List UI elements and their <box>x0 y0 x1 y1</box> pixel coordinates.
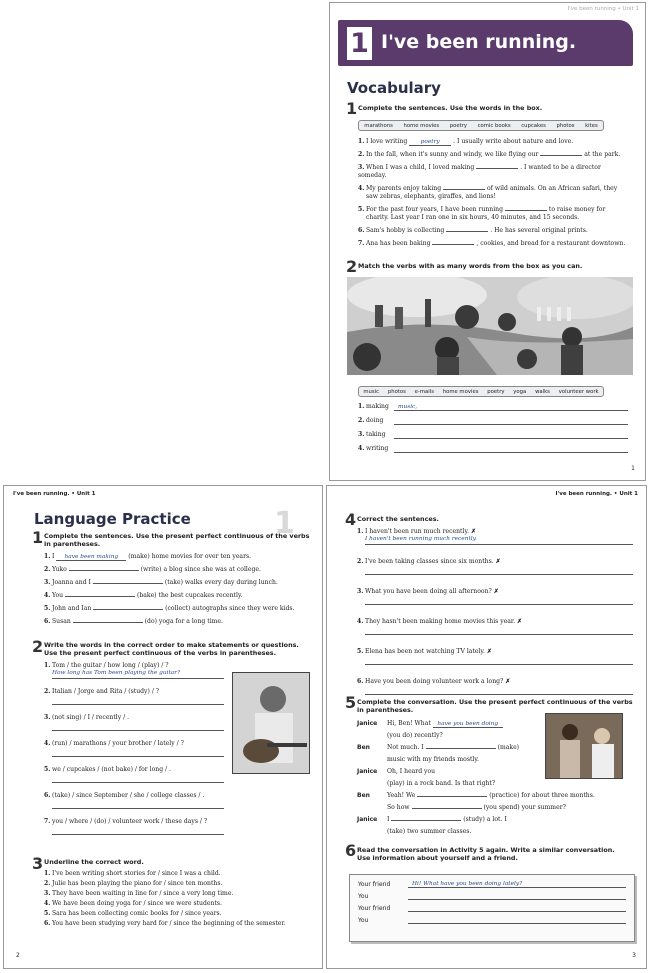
sentence-item <box>44 592 314 600</box>
item-number: 5. <box>44 605 51 612</box>
running-header: I've been running. • Unit 1 <box>13 491 96 497</box>
answer-blank[interactable] <box>412 808 482 809</box>
underline-item <box>44 890 322 898</box>
answer-blank[interactable] <box>93 609 163 610</box>
item-number: 5. <box>44 910 51 917</box>
workbook-page-1 <box>329 2 646 481</box>
item-number: 1. <box>358 403 365 410</box>
speaker-name: Your friend <box>358 905 391 912</box>
sentence-continuation: charity. Last year I ran one in six hours, 40 minutes, and 15 seconds. <box>366 214 580 221</box>
reorder-item <box>44 740 224 757</box>
sentence-item <box>44 566 314 574</box>
sentence-text: I've been writing short stories for / since I was a child. <box>52 870 221 877</box>
exercise-number: 1 <box>32 528 44 547</box>
speaker-name: You <box>358 917 369 924</box>
sentence-item <box>358 240 628 248</box>
word-box-item: photos <box>387 388 406 395</box>
sentence-item <box>358 185 628 201</box>
exercise-number: 4 <box>345 510 357 529</box>
correction-item <box>357 558 633 575</box>
item-number: 6. <box>44 792 51 799</box>
note-row <box>358 905 626 912</box>
prompt-words: (take) / since September / she / college classes / . <box>52 792 205 799</box>
answer-blank[interactable] <box>52 696 224 705</box>
unit-title: I've been running. <box>381 31 577 53</box>
sentence-text: to raise money for <box>548 206 606 213</box>
cross-mark: ✗ <box>495 558 501 565</box>
sentence-text: My parents enjoy taking <box>366 185 442 192</box>
answer-blank[interactable] <box>52 748 224 757</box>
answer-blank[interactable] <box>52 826 224 835</box>
reorder-item <box>44 714 224 731</box>
verb-label: writing <box>366 445 389 452</box>
sentence-text: Susan <box>52 618 71 625</box>
word-box <box>358 386 604 397</box>
incorrect-sentence: Have you been doing volunteer work a long? <box>365 678 504 685</box>
underline-item <box>44 920 322 928</box>
answer-blank[interactable] <box>93 583 163 584</box>
note-row <box>358 917 626 924</box>
correction-item <box>357 528 633 545</box>
speaker-name: You <box>358 893 369 900</box>
answer-blank[interactable] <box>52 774 224 783</box>
exercise-number: 5 <box>345 693 357 712</box>
incorrect-sentence: I haven't been run much recently. <box>365 528 470 535</box>
item-number: 6. <box>357 678 364 685</box>
verb-match-item <box>358 403 628 411</box>
item-number: 3. <box>357 588 364 595</box>
exercise-1-items <box>44 553 314 631</box>
exercise-instruction: Complete the sentences. Use the words in the box. <box>358 104 543 112</box>
incorrect-sentence: I've been taking classes since six months. <box>365 558 494 565</box>
sentence-item <box>44 579 314 587</box>
item-number: 2. <box>357 558 364 565</box>
workbook-page-3 <box>326 485 647 969</box>
sentence-text: I <box>52 553 55 560</box>
item-number: 5. <box>358 206 365 213</box>
item-number: 6. <box>44 618 51 625</box>
conversation-line <box>357 779 643 788</box>
conversation-text: Hi, Ben! What <box>387 720 431 727</box>
answer-blank[interactable] <box>476 168 518 169</box>
exercise-instruction: Complete the conversation. Use the present perfect continuous of the verbs <box>357 698 633 706</box>
sentence-continuation: saw zebras, elephants, giraffes, and lions! <box>366 193 496 200</box>
answer-blank[interactable] <box>540 155 582 156</box>
page-number: 3 <box>632 952 636 959</box>
sentence-text: Sam's hobby is collecting <box>366 227 445 234</box>
correction-item <box>357 678 633 695</box>
verb-match-item <box>358 445 628 453</box>
item-number: 3. <box>44 579 51 586</box>
answer-blank[interactable] <box>446 231 488 232</box>
answer-blank[interactable]: music, <box>394 404 628 411</box>
sentence-text: (bake) the best cupcakes recently. <box>136 592 243 599</box>
word-box-item: volunteer work <box>558 388 599 395</box>
cross-mark: ✗ <box>493 588 499 595</box>
item-number: 4. <box>358 445 365 452</box>
word-box-item: photos <box>556 122 575 129</box>
conversation-text: So how <box>387 804 410 811</box>
underline-item <box>44 880 322 888</box>
exercise-instruction: Complete the sentences. Use the present perfect continuous of the verbs <box>44 532 310 540</box>
answer-blank[interactable] <box>69 570 139 571</box>
speaker-name: Ben <box>357 744 370 751</box>
sentence-text: We have been doing yoga for / since we were students. <box>52 900 222 907</box>
sentence-text: (do) yoga for a long time. <box>144 618 223 625</box>
answer-blank[interactable] <box>365 686 633 695</box>
answer-blank[interactable] <box>394 424 628 425</box>
answer-blank[interactable]: have you been doing <box>433 721 503 728</box>
verb-match-item <box>358 431 628 439</box>
answer-blank[interactable] <box>505 210 547 211</box>
sentence-text: (take) walks every day during lunch. <box>164 579 278 586</box>
item-number: 1. <box>44 553 51 560</box>
prompt-words: Tom / the guitar / how long / (play) / ? <box>52 662 169 669</box>
item-number: 5. <box>44 766 51 773</box>
conversation-line <box>357 791 643 800</box>
answer-blank[interactable] <box>417 796 487 797</box>
conversation-text: Oh, I heard you <box>387 768 436 775</box>
answer-blank[interactable] <box>394 452 628 453</box>
word-box-item: yoga <box>513 388 527 395</box>
sentence-text: For the past four years, I have been running <box>366 206 503 213</box>
item-number: 5. <box>357 648 364 655</box>
exercise-instruction-cont: in parentheses. <box>44 540 101 548</box>
section-title-language-practice: Language Practice <box>34 510 191 528</box>
answer-blank[interactable] <box>365 566 633 575</box>
conversation-text: I <box>387 816 390 823</box>
sentence-text: of wild animals. On an African safari, they <box>487 185 618 192</box>
sentence-text: They have been waiting in line for / since a very long time. <box>52 890 234 897</box>
prompt-words: (not sing) / I / recently / . <box>52 714 130 721</box>
item-number: 2. <box>358 151 365 158</box>
exercise-3-items <box>44 870 322 930</box>
item-number: 4. <box>357 618 364 625</box>
sentence-text: (collect) autographs since they were kids. <box>165 605 295 612</box>
answer-blank[interactable] <box>73 622 143 623</box>
item-number: 6. <box>358 227 365 234</box>
speaker-name: Ben <box>357 792 370 799</box>
item-number: 2. <box>44 566 51 573</box>
answer-blank[interactable] <box>365 656 633 665</box>
conversation-text: (you spend) your summer? <box>483 804 566 811</box>
speaker-name: Your friend <box>358 881 391 888</box>
note-row <box>358 881 626 888</box>
conversation-text: (you do) recently? <box>387 732 443 739</box>
answer-blank[interactable]: Hi! What have you been doing lately? <box>408 881 626 888</box>
answer-blank[interactable] <box>391 820 461 821</box>
answer-blank[interactable]: have been making <box>56 554 126 561</box>
conversation-note-card <box>349 874 635 942</box>
answer-blank[interactable] <box>408 923 626 924</box>
incorrect-sentence: What you have been doing all afternoon? <box>365 588 492 595</box>
sentence-text: In the fall, when it's sunny and windy, we like flying our <box>366 151 539 158</box>
sentence-item <box>358 151 628 159</box>
answer-blank[interactable] <box>443 189 485 190</box>
exercise-instruction: Write the words in the correct order to make statements or questions. <box>44 641 299 649</box>
underline-item <box>44 870 322 878</box>
word-box <box>358 120 604 131</box>
exercise-1-items <box>358 138 628 253</box>
exercise-instruction-cont: Use the present perfect continuous of the verbs in parentheses. <box>44 649 277 657</box>
sentence-item <box>358 138 628 146</box>
sentence-text: , cookies, and bread for a restaurant downtown. <box>476 240 626 247</box>
speaker-name: Janice <box>357 768 378 775</box>
conversation-text: music with my friends mostly. <box>387 756 479 763</box>
item-number: 2. <box>44 688 51 695</box>
park-illustration <box>347 277 633 375</box>
photo-boy-with-guitar <box>232 672 310 774</box>
cross-mark: ✗ <box>486 648 493 655</box>
answer-blank[interactable] <box>52 800 224 809</box>
item-number: 1. <box>358 138 365 145</box>
reorder-item <box>44 688 224 705</box>
item-number: 3. <box>358 164 365 171</box>
prompt-words: (run) / marathons / your brother / lately / ? <box>52 740 184 747</box>
exercise-instruction: Read the conversation in Activity 5 again. Write a similar conversation. <box>357 846 615 854</box>
conversation-line <box>357 815 643 824</box>
item-number: 7. <box>44 818 51 825</box>
exercise-number: 1 <box>346 99 358 118</box>
answer-blank[interactable] <box>408 899 626 900</box>
item-number: 3. <box>44 890 51 897</box>
sentence-text: I love writing <box>366 138 408 145</box>
sentence-item <box>44 553 314 561</box>
reorder-item <box>44 818 224 835</box>
cross-mark: ✗ <box>505 678 511 685</box>
item-number: 3. <box>44 714 51 721</box>
exercise-instruction: Underline the correct word. <box>44 858 144 866</box>
correction-item <box>357 588 633 605</box>
conversation-text: (practice) for about three months. <box>489 792 595 799</box>
conversation-text: (play) in a rock band. Is that right? <box>387 780 496 787</box>
answer-blank[interactable] <box>408 911 626 912</box>
answer-blank[interactable]: I haven't been running much recently. <box>365 536 633 545</box>
answer-blank[interactable]: How long has Tom been playing the guitar? <box>52 670 224 679</box>
verb-match-item <box>358 417 628 425</box>
section-title-vocabulary: Vocabulary <box>347 79 441 97</box>
item-number: 4. <box>44 592 51 599</box>
verb-label: making <box>366 403 389 410</box>
item-number: 4. <box>44 900 51 907</box>
item-number: 4. <box>358 185 365 192</box>
correction-item <box>357 618 633 635</box>
word-box-item: music <box>363 388 380 395</box>
sentence-text: (write) a blog since she was at college. <box>140 566 261 573</box>
underline-item <box>44 910 322 918</box>
answer-blank[interactable] <box>426 748 496 749</box>
speaker-name: Janice <box>357 720 378 727</box>
exercise-number: 3 <box>32 854 44 873</box>
answer-blank[interactable] <box>365 596 633 605</box>
answer-blank[interactable] <box>365 626 633 635</box>
word-box-item: comic books <box>477 122 511 129</box>
answer-blank[interactable] <box>52 722 224 731</box>
word-box-item: home movies <box>403 122 440 129</box>
word-box-item: marathons <box>364 122 393 129</box>
running-header: I've been running • Unit 1 <box>567 6 639 12</box>
running-header: I've been running. • Unit 1 <box>555 491 638 497</box>
exercise-instruction-cont: in parentheses. <box>357 706 414 714</box>
word-box-item: home movies <box>442 388 479 395</box>
speaker-name: Janice <box>357 816 378 823</box>
exercise-instruction-cont: Use information about yourself and a friend. <box>357 854 518 862</box>
item-number: 3. <box>358 431 365 438</box>
verb-label: doing <box>366 417 384 424</box>
sentence-item <box>358 227 628 235</box>
word-box-item: walks <box>535 388 550 395</box>
sentence-text: You have been studying very hard for / since the beginning of the semester. <box>52 920 286 927</box>
prompt-words: you / where / (do) / volunteer work / these days / ? <box>52 818 208 825</box>
reorder-item <box>44 662 224 679</box>
word-box-item: poetry <box>449 122 468 129</box>
note-row <box>358 893 626 900</box>
sentence-text: John and Ian <box>52 605 92 612</box>
sentence-item <box>44 605 314 613</box>
exercise-instruction: Match the verbs with as many words from the box as you can. <box>358 262 583 270</box>
exercise-2-items <box>44 662 224 844</box>
word-box-item: poetry <box>487 388 505 395</box>
word-box-item: e-mails <box>414 388 434 395</box>
sentence-text: You <box>52 592 64 599</box>
answer-blank[interactable] <box>394 438 628 439</box>
page-number: 1 <box>631 465 635 472</box>
sentence-text: When I was a child, I loved making <box>366 164 475 171</box>
sentence-item <box>358 164 628 180</box>
unit-number: 1 <box>347 27 372 60</box>
item-number: 1. <box>357 528 364 535</box>
cross-mark: ✗ <box>470 528 477 535</box>
sentence-text: (make) home movies for over ten years. <box>128 553 252 560</box>
conversation-text: (study) a lot. I <box>463 816 507 823</box>
page-number: 2 <box>16 952 20 959</box>
sentence-text: . He has several original prints. <box>490 227 588 234</box>
item-number: 4. <box>44 740 51 747</box>
prompt-words: we / cupcakes / (not bake) / for long / . <box>52 766 171 773</box>
sentence-item <box>44 618 314 626</box>
prompt-words: Italian / Jorge and Rita / (study) / ? <box>52 688 160 695</box>
reorder-item <box>44 766 224 783</box>
conversation-text: (take) two summer classes. <box>387 828 472 835</box>
photo-two-friends-talking <box>545 713 623 779</box>
cross-mark: ✗ <box>517 618 523 625</box>
exercise-number: 2 <box>346 257 358 276</box>
item-number: 1. <box>44 870 51 877</box>
sentence-item <box>358 206 628 222</box>
item-number: 2. <box>44 880 51 887</box>
incorrect-sentence: Elena has been not watching TV lately. <box>365 648 485 655</box>
sentence-text: Ana has been baking <box>366 240 431 247</box>
sentence-text: . I usually write about nature and love. <box>453 138 574 145</box>
incorrect-sentence: They hasn't been making home movies this year. <box>365 618 516 625</box>
conversation-text: Yeah! We <box>387 792 416 799</box>
verb-label: taking <box>366 431 386 438</box>
correction-item <box>357 648 633 665</box>
word-box-item: kites <box>585 122 598 129</box>
exercise-instruction: Correct the sentences. <box>357 515 439 523</box>
sentence-text: Yuko <box>52 566 67 573</box>
sentence-text: Julie has been playing the piano for / since ten months. <box>52 880 223 887</box>
answer-blank[interactable] <box>432 244 474 245</box>
word-box-item: cupcakes <box>521 122 546 129</box>
sentence-text: . I wanted to be a director someday. <box>358 164 601 179</box>
answer-blank[interactable]: poetry <box>409 139 451 146</box>
exercise-4-items <box>357 528 633 708</box>
sentence-text: Sara has been collecting comic books for / since years. <box>52 910 222 917</box>
conversation-line <box>357 827 643 836</box>
unit-title-banner <box>338 20 633 66</box>
sentence-text: at the park. <box>584 151 621 158</box>
exercise-number: 2 <box>32 637 44 656</box>
answer-blank[interactable] <box>65 596 135 597</box>
item-number: 1. <box>44 662 51 669</box>
ghost-unit-number: 1 <box>274 506 295 541</box>
item-number: 7. <box>358 240 365 247</box>
sentence-text: Joanna and I <box>52 579 91 586</box>
reorder-item <box>44 792 224 809</box>
underline-item <box>44 900 322 908</box>
workbook-page-2 <box>3 485 323 969</box>
conversation-text: Not much. I <box>387 744 424 751</box>
conversation-text: (make) <box>497 744 520 751</box>
item-number: 6. <box>44 920 51 927</box>
item-number: 2. <box>358 417 365 424</box>
exercise-2-items <box>358 403 628 459</box>
exercise-number: 6 <box>345 841 357 860</box>
conversation-line <box>357 803 643 812</box>
